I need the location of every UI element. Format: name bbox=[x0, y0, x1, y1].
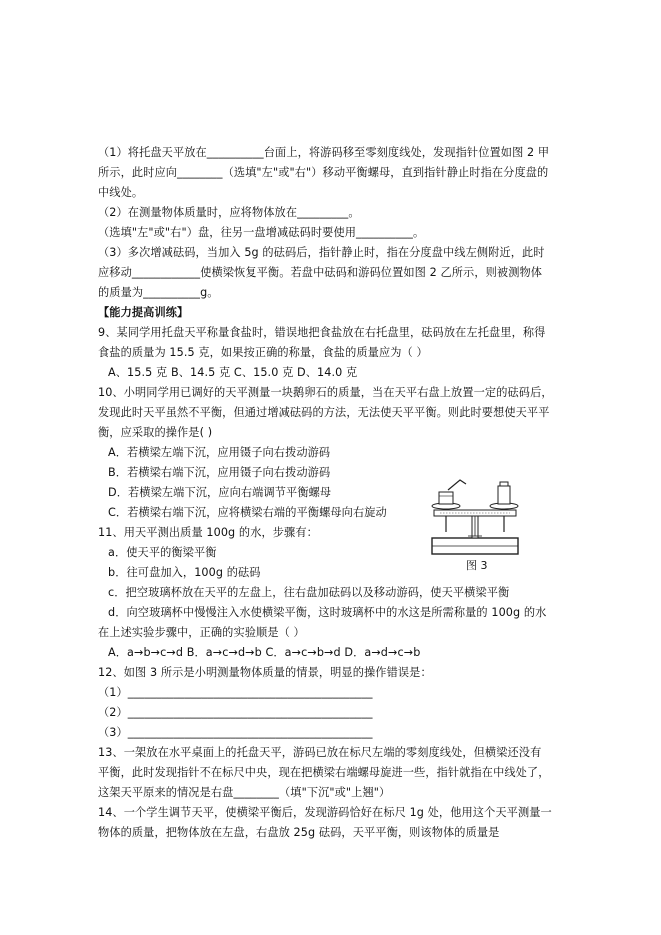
q11-options: A．a→b→c→d B．a→c→d→b C．a→c→b→d D．a→d→c→b bbox=[108, 646, 421, 659]
q2-line: （2）在测量物体质量时，应将物体放在_________。 bbox=[98, 206, 360, 219]
q11-step-a: a．使天平的衡梁平衡 bbox=[108, 546, 217, 559]
q11-line: 11、用天平测出质量 100g 的水，步骤有： bbox=[98, 526, 318, 539]
q3-line-3: 应移动____________使横梁恢复平衡。若盘中砝码和游码位置如图 2 乙所示，则被测物体 bbox=[98, 266, 543, 279]
q1-line-3: 中线处。 bbox=[98, 186, 144, 199]
q14-line-1: 14、一个学生调节天平，使横梁平衡后，发现游码恰好在标尺 1g 处，他用这个天平测量一 bbox=[98, 806, 552, 819]
q3-line-1: （选填"左"或"右"）盘，往另一盘增减砝码时要使用__________。 bbox=[98, 226, 425, 239]
q14-line-2: 物体的质量，把物体放在左盘，右盘放 25g 砝码，天平平衡，则该物体的质量是 bbox=[98, 826, 500, 839]
q11-step-b: b．往可盘加入，100g 的砝码 bbox=[108, 566, 261, 579]
q11-step-c: c．把空玻璃杯放在天平的左盘上，往右盘加砝码以及移动游码，使天平横梁平衡 bbox=[108, 586, 510, 599]
q10-option-d: D．若横梁左端下沉，应向右端调节平衡螺母 bbox=[108, 486, 332, 499]
q1-line-2: 所示，此时应向________（选填"左"或"右"）移动平衡螺母，直到指针静止时指在分度盘的 bbox=[98, 166, 549, 179]
q1-line-1: （1）将托盘天平放在__________台面上，将游码移至零刻度线处，发现指针位置如图 2 甲 bbox=[98, 146, 550, 159]
q13-line-3: 这架天平原来的情况是右盘________（填"下沉"或"上翘"） bbox=[98, 786, 391, 799]
q11-step-d: d．向空玻璃杯中慢慢注入水使横梁平衡，这时玻璃杯中的水这是所需称量的 100g 的水 bbox=[108, 606, 547, 619]
q12-blank-1: （1）___________________________________________ bbox=[98, 686, 373, 699]
q10-option-a: A．若横梁左端下沉，应用镊子向右拨动游码 bbox=[108, 446, 331, 459]
q12-blank-3: （3）___________________________________________ bbox=[98, 726, 373, 739]
balance-scale-figure bbox=[420, 476, 530, 566]
q10-option-c: C．若横梁右端下沉，应将横梁右端的平衡螺母向右旋动 bbox=[108, 506, 387, 519]
q9-options: A、15.5 克 B、14.5 克 C、15.0 克 D、14.0 克 bbox=[108, 366, 358, 379]
q3-line-4: 的质量为__________g。 bbox=[98, 286, 219, 299]
q10-line-3: 衡，应采取的操作是( ) bbox=[98, 426, 213, 439]
q12-blank-2: （2）___________________________________________ bbox=[98, 706, 373, 719]
q13-line-1: 13、一架放在水平桌面上的托盘天平，游码已放在标尺左端的零刻度线处，但横梁还没有 bbox=[98, 746, 542, 759]
q10-option-b: B．若横梁右端下沉，应用镊子向右拨动游码 bbox=[108, 466, 331, 479]
q10-line-2: 发现此时天平虽然不平衡，但通过增减砝码的方法，无法使天平平衡。则此时要想使天平平 bbox=[98, 406, 550, 419]
q10-line-1: 10、小明同学用已调好的天平测量一块鹅卵石的质量，当在天平右盘上放置一定的砝码后， bbox=[98, 386, 553, 399]
q9-line-1: 9、某同学用托盘天平称量食盐时，错误地把食盐放在右托盘里，砝码放在左托盘里，称得 bbox=[98, 326, 546, 339]
q13-line-2: 平衡，此时发现指针不在标尺中央，现在把横梁右端螺母旋进一些，指针就指在中线处了， bbox=[98, 766, 550, 779]
section-title: 【能力提高训练】 bbox=[98, 306, 189, 319]
q12-line: 12、如图 3 所示是小明测量物体质量的情景，明显的操作错误是： bbox=[98, 666, 432, 679]
q11-question: 在上述实验步骤中，正确的实验顺是（ ） bbox=[98, 626, 305, 639]
figure-caption: 图 3 bbox=[466, 559, 488, 572]
q9-line-2: 食盐的质量为 15.5 克，如果按正确的称量，食盐的质量应为（ ） bbox=[98, 346, 428, 359]
q3-line-2: （3）多次增减砝码，当加入 5g 的砝码后，指针静止时，指在分度盘中线左侧附近，此时 bbox=[98, 246, 545, 259]
